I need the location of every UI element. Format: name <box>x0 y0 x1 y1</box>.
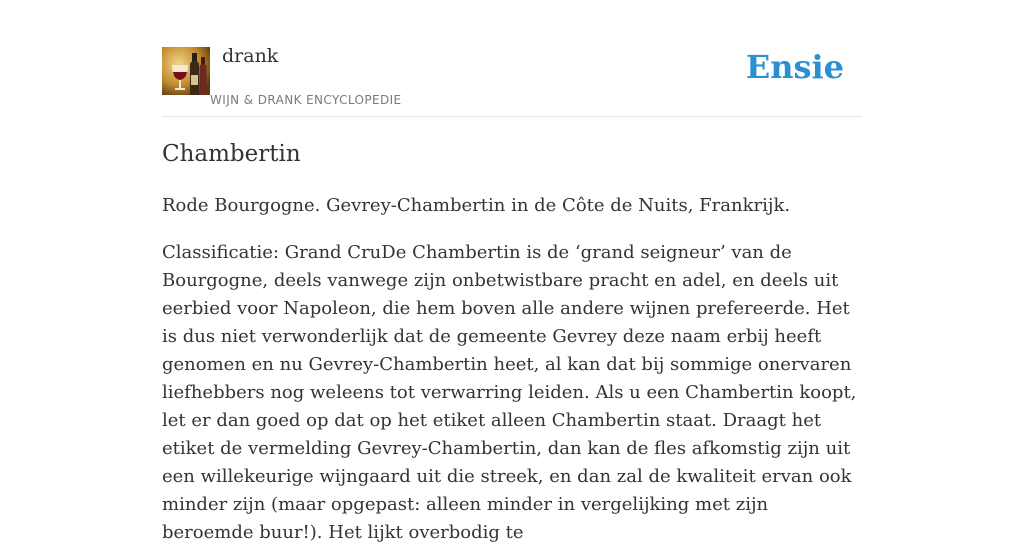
encyclopedia-subtitle: WIJN & DRANK ENCYCLOPEDIE <box>210 93 402 107</box>
article <box>162 138 864 547</box>
category-link[interactable]: drank <box>222 45 279 67</box>
header <box>162 40 862 117</box>
brand-logo[interactable]: Ensie <box>745 48 844 86</box>
article-intro: Rode Bourgogne. Gevrey-Chambertin in de Côte de Nuits, Frankrijk. <box>162 195 791 216</box>
wine-bottle-and-glass-icon[interactable] <box>162 47 210 95</box>
page-title: Chambertin <box>162 141 301 167</box>
article-body: Classificatie: Grand CruDe Chambertin is de ‘grand seigneur’ van de Bourgogne, deels vanwege zijn onbetwistbare pracht en adel, en deels uit eerbied voor Napoleon, die hem boven alle andere wijnen prefereerde. Het is dus niet verwonderlijk dat de gemeente Gevrey deze naam erbij heeft genomen en nu Gevrey-Chambertin heet, al kan dat bij sommige onervaren liefhebbers nog weleens tot verwarring leiden. Als u een Chambertin koopt, let er dan goed op dat op het etiket alleen Chambertin staat. Draagt het etiket de vermelding Gevrey-Chambertin, dan kan de fles afkomstig zijn uit een willekeurige wijngaard uit die streek, en dan zal de kwaliteit ervan ook minder zijn (maar opgepast: alleen minder in vergelijking met zijn beroemde buur!). Het lijkt overbodig te <box>162 242 857 543</box>
